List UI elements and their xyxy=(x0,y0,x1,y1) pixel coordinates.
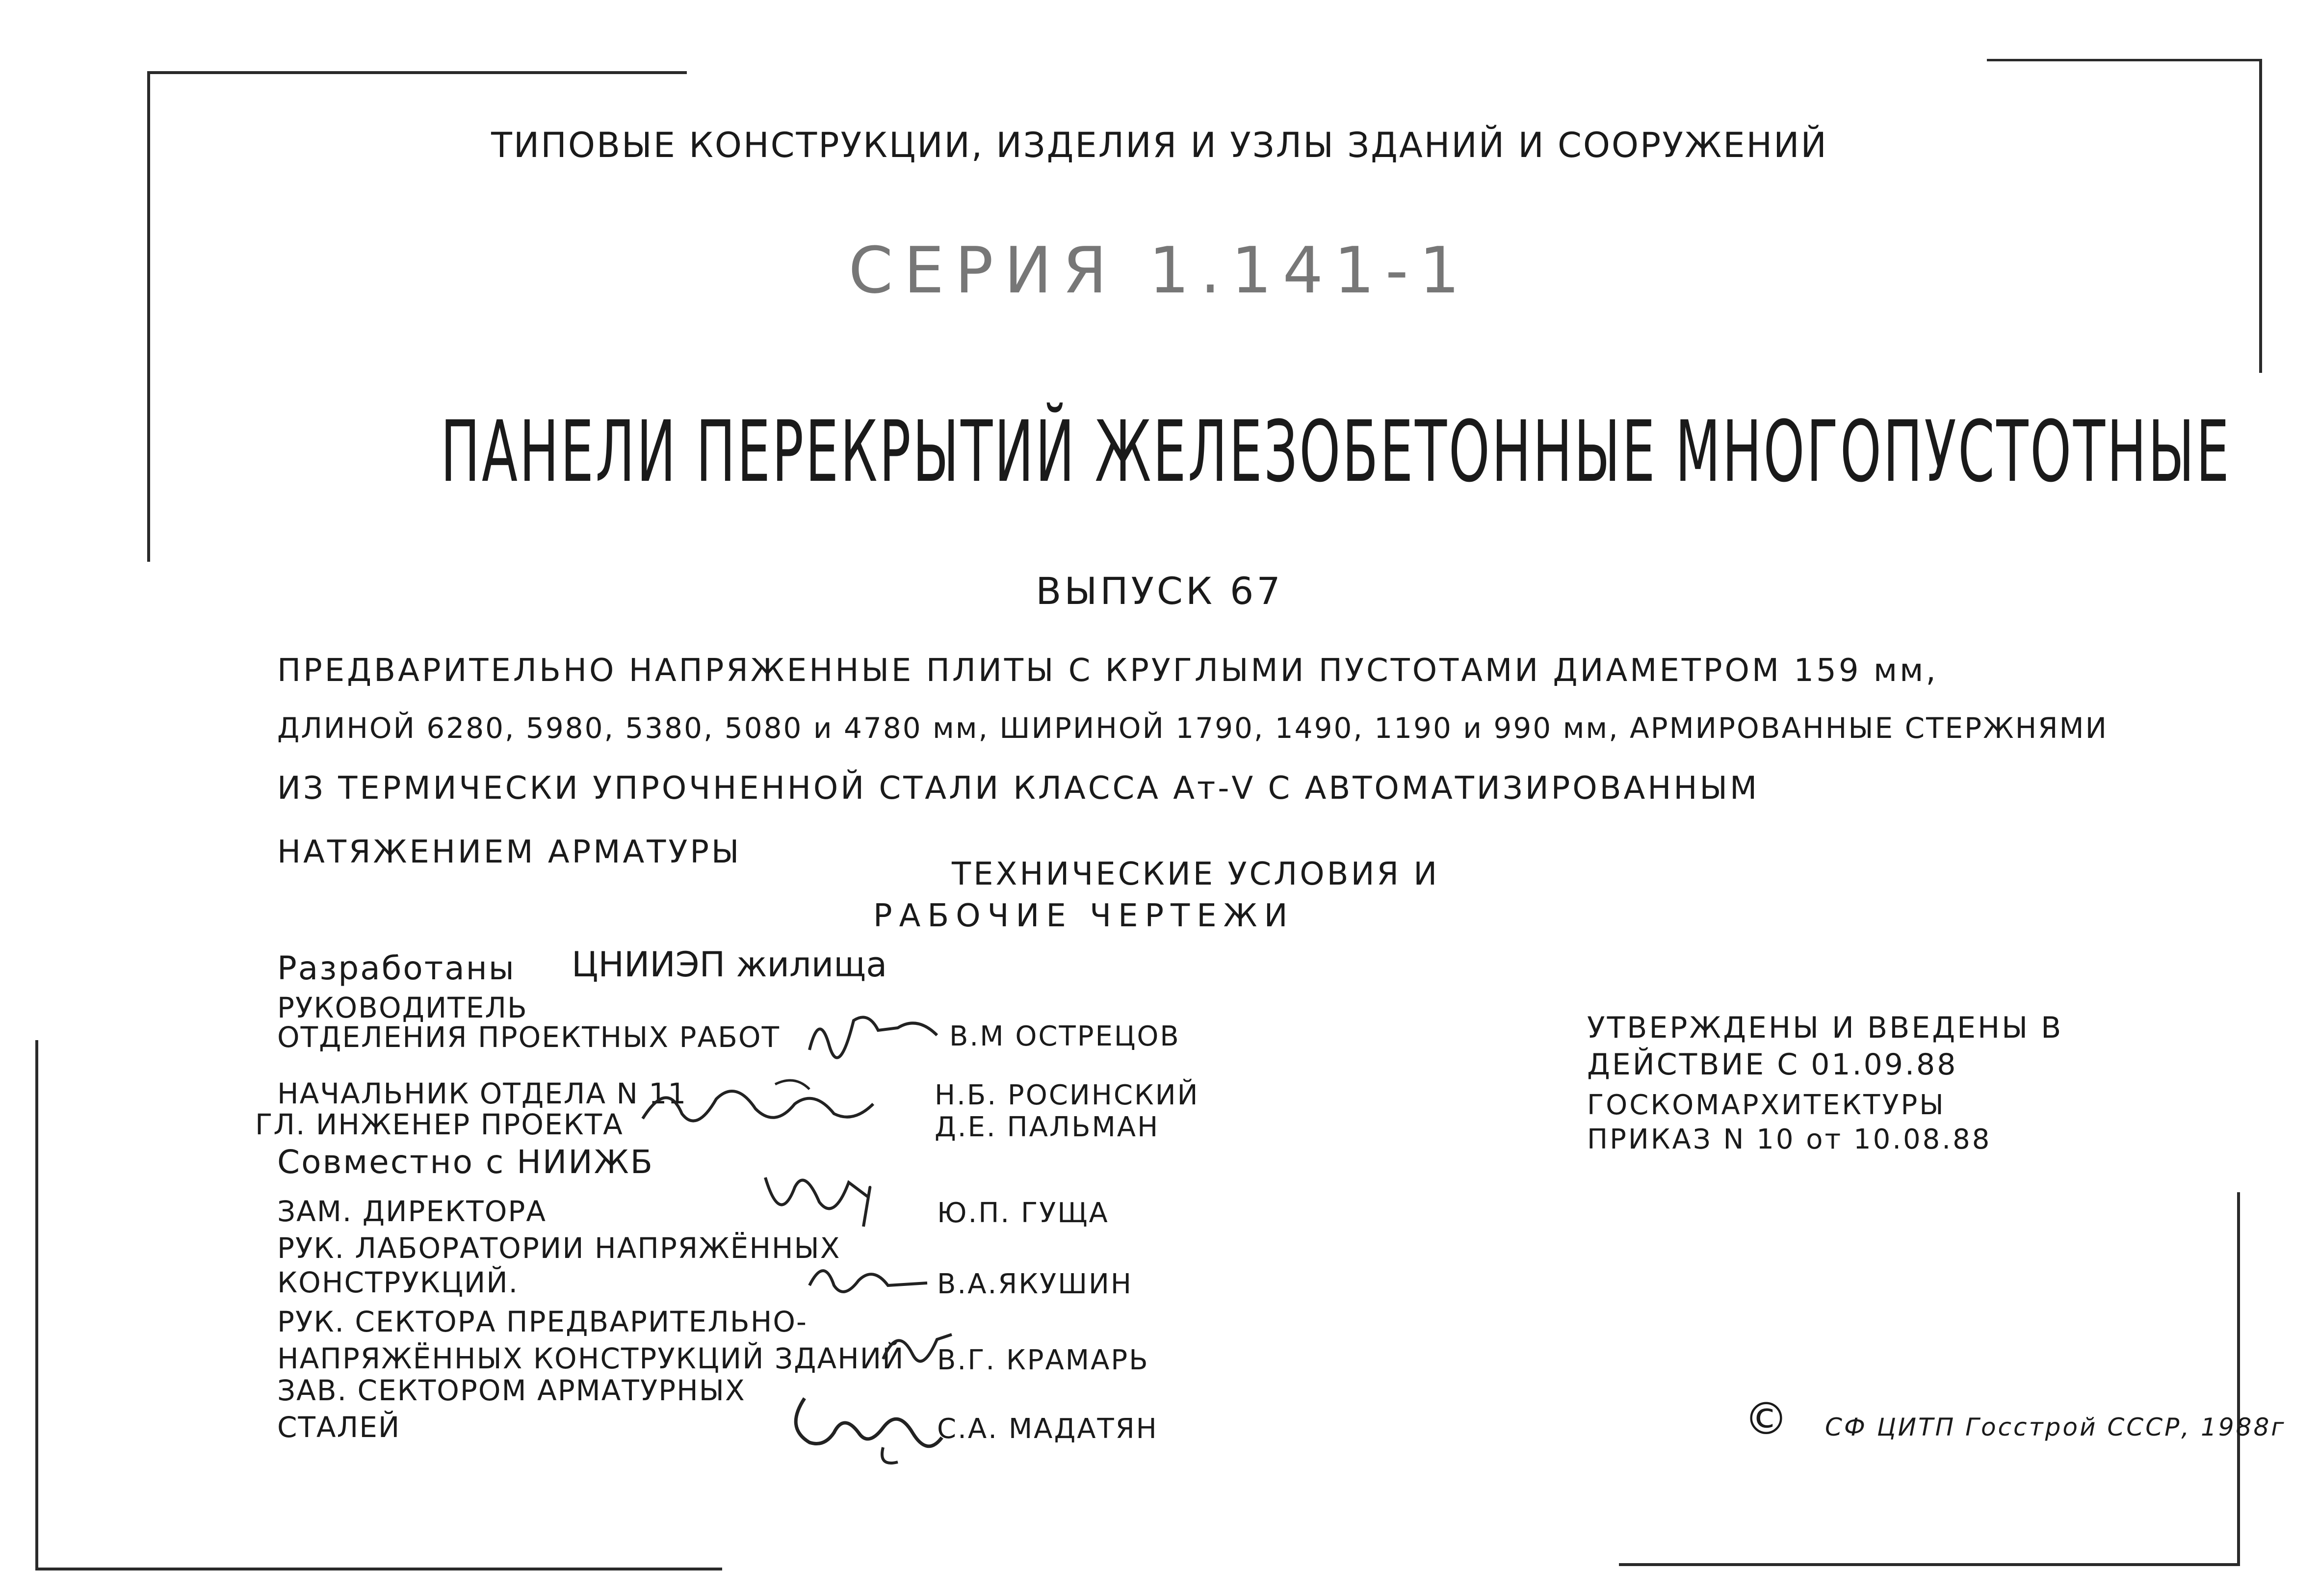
credit-text: НАПРЯЖЁННЫХ КОНСТРУКЦИЙ ЗДАНИЙ xyxy=(277,1342,905,1375)
approval-line-2: ДЕЙСТВИЕ С 01.09.88 xyxy=(1587,1047,1958,1082)
approval-line-3: ГОСКОМАРХИТЕКТУРЫ xyxy=(1587,1089,1946,1121)
credit-name: В.А.ЯКУШИН xyxy=(937,1268,1133,1300)
series-title: СЕРИЯ 1.141-1 xyxy=(848,233,1471,308)
developer-org: ЦНИИЭП жилища xyxy=(572,944,887,985)
signature xyxy=(785,1379,952,1469)
credit-text: ЗАМ. ДИРЕКТОРА xyxy=(277,1195,547,1228)
credit-text: НАЧАЛЬНИК ОТДЕЛА N 11 xyxy=(277,1077,687,1110)
approval-line-4: ПРИКАЗ N 10 от 10.08.88 xyxy=(1587,1124,1992,1155)
credit-text: РУКОВОДИТЕЛЬ xyxy=(277,991,528,1024)
credit-name: Д.Е. ПАЛЬМАН xyxy=(935,1111,1160,1143)
frame-top-left-horizontal xyxy=(147,71,687,74)
approval-line-1: УТВЕРЖДЕНЫ И ВВЕДЕНЫ В xyxy=(1587,1011,2063,1045)
developed-by-label: Разработаны xyxy=(277,949,516,987)
subtitle-line-1: ТЕХНИЧЕСКИЕ УСЛОВИЯ И xyxy=(952,856,1440,892)
signature xyxy=(638,1074,883,1140)
frame-bottom-left-vertical xyxy=(35,1040,38,1570)
description-line-1: ПРЕДВАРИТЕЛЬНО НАПРЯЖЕННЫЕ ПЛИТЫ С КРУГЛЫМИ ПУСТОТАМИ ДИАМЕТРОМ 159 мм, xyxy=(277,653,1938,689)
credit-name: В.М ОСТРЕЦОВ xyxy=(949,1020,1180,1052)
issue-number: ВЫПУСК 67 xyxy=(1036,569,1283,613)
credit-name: Ю.П. ГУЩА xyxy=(937,1197,1109,1229)
signature xyxy=(800,1001,947,1062)
credit-text: РУК. СЕКТОРА ПРЕДВАРИТЕЛЬНО- xyxy=(277,1305,808,1338)
credit-text: ЗАВ. СЕКТОРОМ АРМАТУРНЫХ xyxy=(277,1374,746,1407)
credit-text: ОТДЕЛЕНИЯ ПРОЕКТНЫХ РАБОТ xyxy=(277,1020,781,1054)
frame-top-right-horizontal xyxy=(1987,59,2262,61)
credit-name: В.Г. КРАМАРЬ xyxy=(937,1344,1149,1376)
credit-name: С.А. МАДАТЯН xyxy=(937,1413,1158,1445)
frame-bottom-right-vertical xyxy=(2237,1192,2240,1565)
signature xyxy=(756,1158,883,1238)
frame-top-right-vertical xyxy=(2259,59,2262,373)
description-line-4: НАТЯЖЕНИЕМ АРМАТУРЫ xyxy=(277,834,742,870)
frame-bottom-left-horizontal xyxy=(35,1568,722,1570)
description-line-3: ИЗ ТЕРМИЧЕСКИ УПРОЧНЕННОЙ СТАЛИ КЛАССА Ат-V С АВТОМАТИЗИРОВАННЫМ xyxy=(277,770,1760,807)
document-title: ПАНЕЛИ ПЕРЕКРЫТИЙ ЖЕЛЕЗОБЕТОННЫЕ МНОГОПУСТОТНЫЕ xyxy=(441,402,2231,501)
credit-text: КОНСТРУКЦИЙ. xyxy=(277,1266,519,1299)
header-line: ТИПОВЫЕ КОНСТРУКЦИИ, ИЗДЕЛИЯ И УЗЛЫ ЗДАНИЙ И СООРУЖЕНИЙ xyxy=(491,125,1828,165)
credit-text: ГЛ. ИНЖЕНЕР ПРОЕКТА xyxy=(255,1108,624,1141)
credit-text: СТАЛЕЙ xyxy=(277,1411,401,1444)
subtitle-line-2: РАБОЧИЕ ЧЕРТЕЖИ xyxy=(873,898,1295,934)
signature xyxy=(878,1320,957,1381)
credit-name: Н.Б. РОСИНСКИЙ xyxy=(935,1079,1199,1111)
frame-bottom-right-horizontal xyxy=(1619,1563,2240,1566)
credit-text: РУК. ЛАБОРАТОРИИ НАПРЯЖЁННЫХ xyxy=(277,1231,841,1265)
copyright-text: СФ ЦИТП Госстрой СССР, 1988г xyxy=(1825,1413,2286,1441)
signature xyxy=(805,1256,932,1307)
jointly-with: Совместно с НИИЖБ xyxy=(277,1143,654,1181)
copyright-symbol: © xyxy=(1744,1393,1788,1445)
description-line-2: ДЛИНОЙ 6280, 5980, 5380, 5080 и 4780 мм, ШИРИНОЙ 1790, 1490, 1190 и 990 мм, АРМИРОВАННЫЕ СТЕРЖНЯМИ xyxy=(277,711,2108,745)
